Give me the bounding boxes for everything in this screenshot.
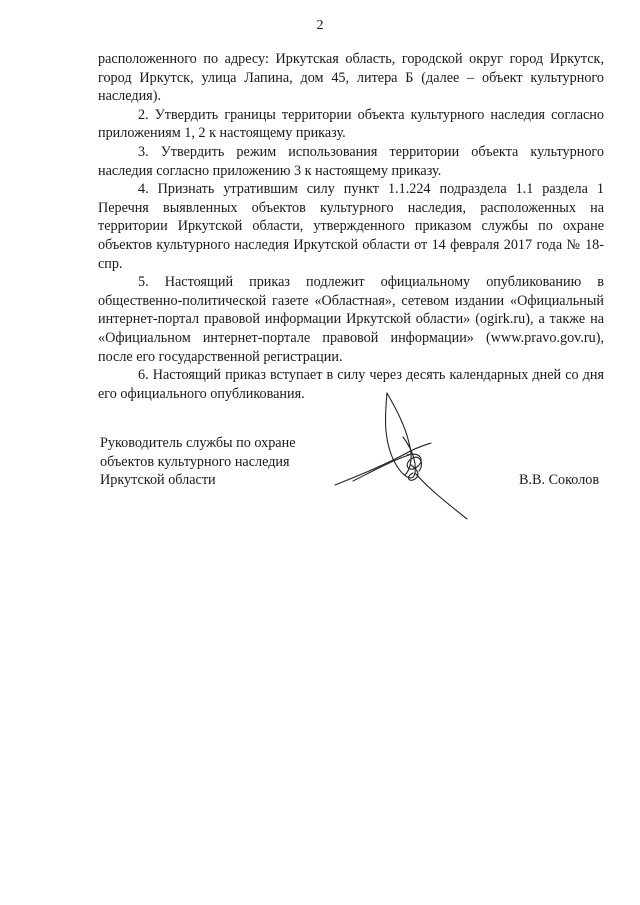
paragraph-item-5: 5. Настоящий приказ подлежит официальному опубликованию в общественно-политической газете «Областная», сетевом издании «Официальный интернет-портал правовой информации Иркутской области» (ogirk.ru), а также на «Официальном интернет-портале правовой информации» (www.pravo.gov.ru), после его государственной регистрации. bbox=[98, 274, 604, 365]
page-number: 2 bbox=[316, 18, 324, 33]
signatory-position-line: объектов культурного наследия bbox=[100, 453, 290, 470]
signatory-position-line: Иркутской области bbox=[100, 472, 216, 489]
paragraph-item-4: 4. Признать утратившим силу пункт 1.1.224 подраздела 1.1 раздела 1 Перечня выявленных объектов культурного наследия, расположенных на территории Иркутской области, утвержденного приказом службы по охране объектов культурного наследия Иркутской области от 14 февраля 2017 года № 18-спр. bbox=[98, 181, 604, 272]
paragraph-item-6: 6. Настоящий приказ вступает в силу через десять календарных дней со дня его официального опубликования. bbox=[98, 367, 604, 402]
paragraph-item-2: 2. Утвердить границы территории объекта культурного наследия согласно приложениям 1, 2 к настоящему приказу. bbox=[98, 106, 604, 142]
handwritten-signature bbox=[325, 385, 475, 525]
paragraph-item-3: 3. Утвердить режим использования территории объекта культурного наследия согласно приложению 3 к настоящему приказу. bbox=[98, 143, 604, 179]
signatory-position-line: Руководитель службы по охране bbox=[100, 435, 296, 451]
signer-name: В.В. Соколов bbox=[519, 472, 600, 488]
paragraph-address-continuation: расположенного по адресу: Иркутская область, городской округ город Иркутск, город Иркутск, улица Лапина, дом 45, литера Б (далее – объект культурного наследия). bbox=[98, 51, 604, 105]
signatory-position bbox=[100, 434, 296, 490]
document-body bbox=[98, 50, 604, 403]
